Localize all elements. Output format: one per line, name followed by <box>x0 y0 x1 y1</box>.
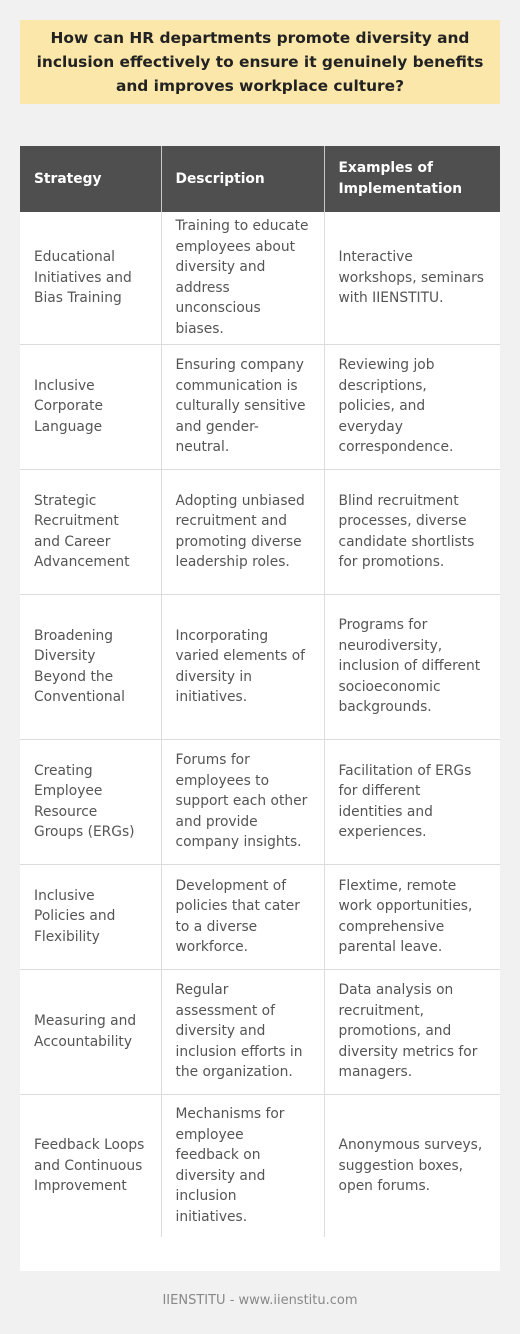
header-strategy: Strategy <box>20 146 161 212</box>
cell-strategy: Inclusive Policies and Flexibility <box>20 864 161 969</box>
cell-description: Development of policies that cater to a diverse workforce. <box>161 864 324 969</box>
cell-examples: Reviewing job descriptions, policies, and everyday correspondence. <box>324 344 500 469</box>
page-title: How can HR departments promote diversity and inclusion effectively to ensure it genuinely benefits and improves workplace culture? <box>36 29 484 95</box>
table-row <box>20 1094 500 1237</box>
header-description: Description <box>161 146 324 212</box>
table-row <box>20 344 500 469</box>
cell-examples: Interactive workshops, seminars with IIENSTITU. <box>324 212 500 344</box>
strategy-table-container <box>20 146 500 1271</box>
cell-strategy: Inclusive Corporate Language <box>20 344 161 469</box>
cell-examples: Blind recruitment processes, diverse candidate shortlists for promotions. <box>324 469 500 594</box>
table-row <box>20 469 500 594</box>
cell-strategy: Feedback Loops and Continuous Improvement <box>20 1094 161 1237</box>
cell-description: Incorporating varied elements of diversity in initiatives. <box>161 594 324 739</box>
cell-examples: Data analysis on recruitment, promotions, and diversity metrics for managers. <box>324 969 500 1094</box>
cell-examples: Programs for neurodiversity, inclusion of different socioeconomic backgrounds. <box>324 594 500 739</box>
cell-description: Ensuring company communication is culturally sensitive and gender-neutral. <box>161 344 324 469</box>
table-header-row <box>20 146 500 212</box>
cell-description: Training to educate employees about diversity and address unconscious biases. <box>161 212 324 344</box>
cell-examples: Facilitation of ERGs for different identities and experiences. <box>324 739 500 864</box>
cell-strategy: Broadening Diversity Beyond the Conventional <box>20 594 161 739</box>
table-row <box>20 969 500 1094</box>
cell-strategy: Measuring and Accountability <box>20 969 161 1094</box>
cell-strategy: Educational Initiatives and Bias Training <box>20 212 161 344</box>
cell-description: Forums for employees to support each other and provide company insights. <box>161 739 324 864</box>
table-row <box>20 594 500 739</box>
cell-description: Mechanisms for employee feedback on diversity and inclusion initiatives. <box>161 1094 324 1237</box>
table-row <box>20 739 500 864</box>
cell-description: Adopting unbiased recruitment and promoting diverse leadership roles. <box>161 469 324 594</box>
cell-strategy: Creating Employee Resource Groups (ERGs) <box>20 739 161 864</box>
title-banner <box>20 20 500 104</box>
footer-credit: IIENSTITU - www.iienstitu.com <box>162 1293 358 1308</box>
strategy-table <box>20 146 500 1237</box>
cell-description: Regular assessment of diversity and inclusion efforts in the organization. <box>161 969 324 1094</box>
table-row <box>20 212 500 344</box>
cell-examples: Flextime, remote work opportunities, comprehensive parental leave. <box>324 864 500 969</box>
table-row <box>20 864 500 969</box>
cell-strategy: Strategic Recruitment and Career Advancement <box>20 469 161 594</box>
cell-examples: Anonymous surveys, suggestion boxes, open forums. <box>338 1137 483 1194</box>
header-examples: Examples of Implementation <box>324 146 500 212</box>
